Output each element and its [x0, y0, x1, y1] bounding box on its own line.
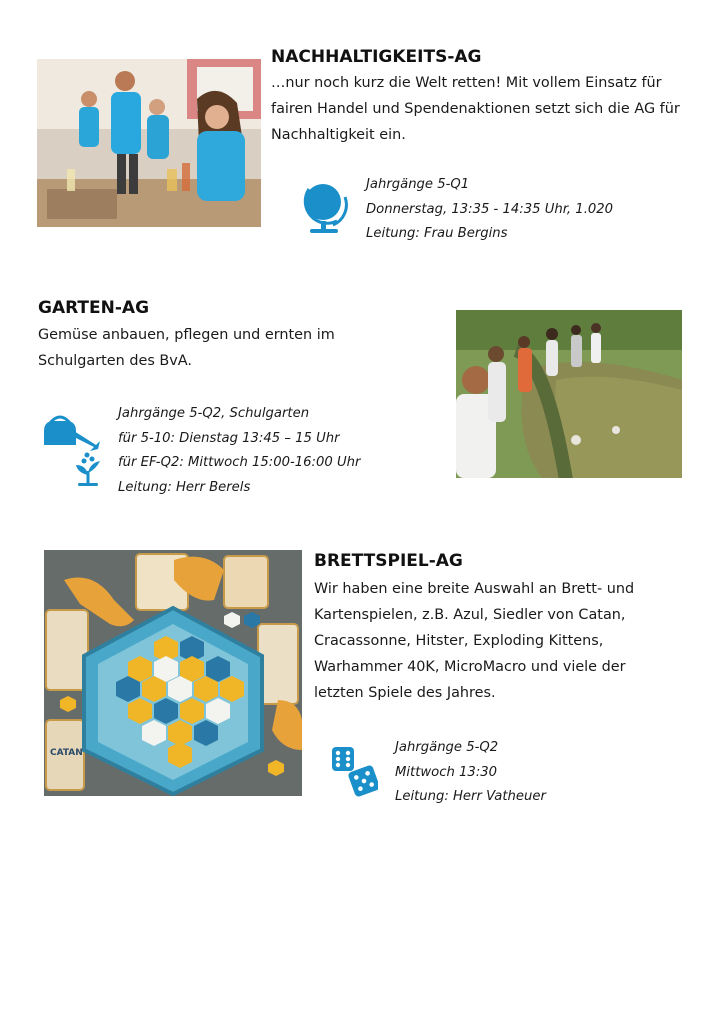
dice-icon — [330, 745, 378, 797]
info-block — [395, 736, 546, 810]
catan-card-label: CATAN — [50, 748, 83, 758]
info-line: Jahrgänge 5-Q1 — [366, 177, 470, 192]
info-line: Leitung: Herr Vatheuer — [395, 789, 546, 804]
info-line: Leitung: Herr Berels — [118, 479, 251, 495]
section-title: BRETTSPIEL-AG — [314, 551, 463, 571]
info-line: für 5-10: Dienstag 13:45 – 15 Uhr — [118, 430, 340, 446]
info-line: Jahrgänge 5-Q2 — [395, 740, 499, 755]
section-description: Gemüse anbauen, pflegen und ernten im Schulgarten des BvA. — [38, 327, 335, 369]
school-pond-photo — [456, 310, 682, 478]
students-sustainability-photo — [37, 59, 261, 227]
globe-icon — [301, 177, 349, 237]
watering-can-icon — [40, 415, 102, 487]
info-line: Jahrgänge 5-Q2, Schulgarten — [118, 406, 310, 421]
section-title: GARTEN-AG — [38, 298, 150, 318]
info-block — [118, 402, 360, 500]
info-line: für EF-Q2: Mittwoch 15:00-16:00 Uhr — [118, 455, 361, 470]
board-game-illustration — [44, 550, 302, 796]
section-description: …nur noch kurz die Welt retten! Mit vollem Einsatz für fairen Handel und Spendenaktionen setzt sich die AG für Nachhaltigkeit ein. — [271, 75, 680, 143]
info-block — [366, 173, 613, 247]
info-line: Mittwoch 13:30 — [395, 764, 498, 780]
info-line: Donnerstag, 13:35 - 14:35 Uhr, 1.020 — [366, 201, 614, 217]
section-title: NACHHALTIGKEITS-AG — [271, 47, 482, 67]
section-description: Wir haben eine breite Auswahl an Brett- und Kartenspielen, z.B. Azul, Siedler von Catan, Cracassonne, Hitster, Exploding Kittens, Warhammer 40K, MicroMacro und viele der letzten Spiele des Jahres. — [314, 581, 635, 701]
info-line: Leitung: Frau Bergins — [366, 226, 508, 241]
